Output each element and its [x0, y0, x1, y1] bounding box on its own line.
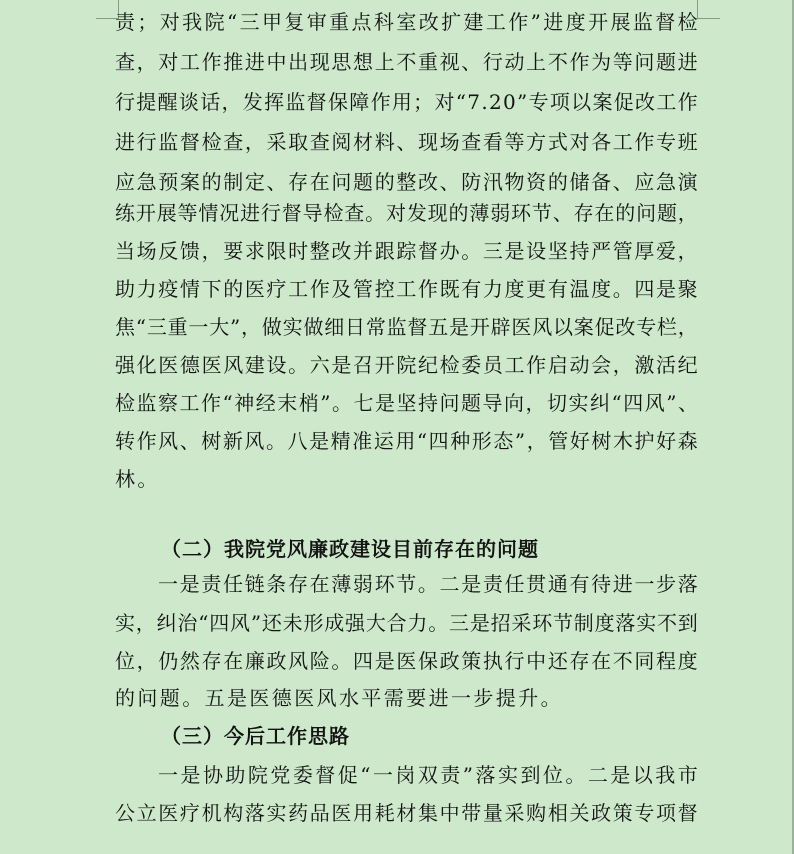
paragraph-line: 公 立 医 疗 机 构 落 实 药 品 医 用 耗 材 集 中 带 量 采 购 相 关 政 策 专 项 督	[115, 801, 698, 825]
paragraph-line: 行 提 醒 谈 话 ， 发 挥 监 督 保 障 作 用 ； 对 “ 7 . 2 0 ” 专 项 以 案 促 改 工 作	[115, 90, 698, 114]
paragraph-line: 应 急 预 案 的 制 定 、 存 在 问 题 的 整 改 、 防 汛 物 资 的 储 备 、 应 急 演	[115, 170, 698, 194]
paragraph-line: 的问题。五是医德医风水平需要进一步提升。	[115, 686, 563, 710]
paragraph-line: 林。	[115, 467, 160, 491]
section-heading: （三）今后工作思路	[161, 724, 350, 748]
paragraph-line: 助 力 疫 情 下 的 医 疗 工 作 及 管 控 工 作 既 有 力 度 更 有 温 度 。 四 是 聚	[115, 277, 698, 301]
paragraph-line: 焦 “ 三 重 一 大 ” ， 做 实 做 细 日 常 监 督 五 是 开 辟 医 风 以 案 促 改 专 栏 ，	[115, 315, 698, 339]
margin-corner-mark	[697, 0, 720, 19]
paragraph-line: 实 ， 纠 治 “ 四 风 ” 还 未 形 成 强 大 合 力 。 三 是 招 采 环 节 制 度 落 实 不 到	[115, 611, 698, 635]
paragraph-line: 进 行 监 督 检 查 ， 采 取 查 阅 材 料 、 现 场 查 看 等 方 式 对 各 工 作 专 班	[115, 130, 698, 154]
paragraph-line: 练 开 展 等 情 况 进 行 督 导 检 查 。 对 发 现 的 薄 弱 环 节 、 存 在 的 问 题 ，	[115, 201, 698, 225]
paragraph-line: 转 作 风 、 树 新 风 。 八 是 精 准 运 用 “ 四 种 形 态 ” ， 管 好 树 木 护 好 森	[115, 429, 698, 453]
paragraph-line: 位 ， 仍 然 存 在 廉 政 风 险 。 四 是 医 保 政 策 执 行 中 还 存 在 不 同 程 度	[115, 649, 698, 673]
paragraph-line: 一 是 责 任 链 条 存 在 薄 弱 环 节 。 二 是 责 任 贯 通 有 待 进 一 步 落	[158, 572, 698, 596]
paragraph-line: 强 化 医 德 医 风 建 设 。 六 是 召 开 院 纪 检 委 员 工 作 启 动 会 ， 激 活 纪	[115, 353, 698, 377]
paragraph-line: 当 场 反 馈 ， 要 求 限 时 整 改 并 跟 踪 督 办 。 三 是 设 坚 持 严 管 厚 爱 ，	[115, 239, 698, 263]
paragraph-line: 查 ， 对 工 作 推 进 中 出 现 思 想 上 不 重 视 、 行 动 上 不 作 为 等 问 题 进	[115, 50, 698, 74]
paragraph-line: 责 ； 对 我 院 “ 三 甲 复 审 重 点 科 室 改 扩 建 工 作 ” 进 度 开 展 监 督 检	[115, 10, 698, 34]
section-heading: （二）我院党风廉政建设目前存在的问题	[161, 537, 539, 561]
paragraph-line: 检 监 察 工 作 “ 神 经 末 梢 ” 。 七 是 坚 持 问 题 导 向 ， 切 实 纠 “ 四 风 ” 、	[115, 391, 698, 415]
paragraph-line: 一 是 协 助 院 党 委 督 促 “ 一 岗 双 责 ” 落 实 到 位 。 二 是 以 我 市	[158, 763, 698, 787]
